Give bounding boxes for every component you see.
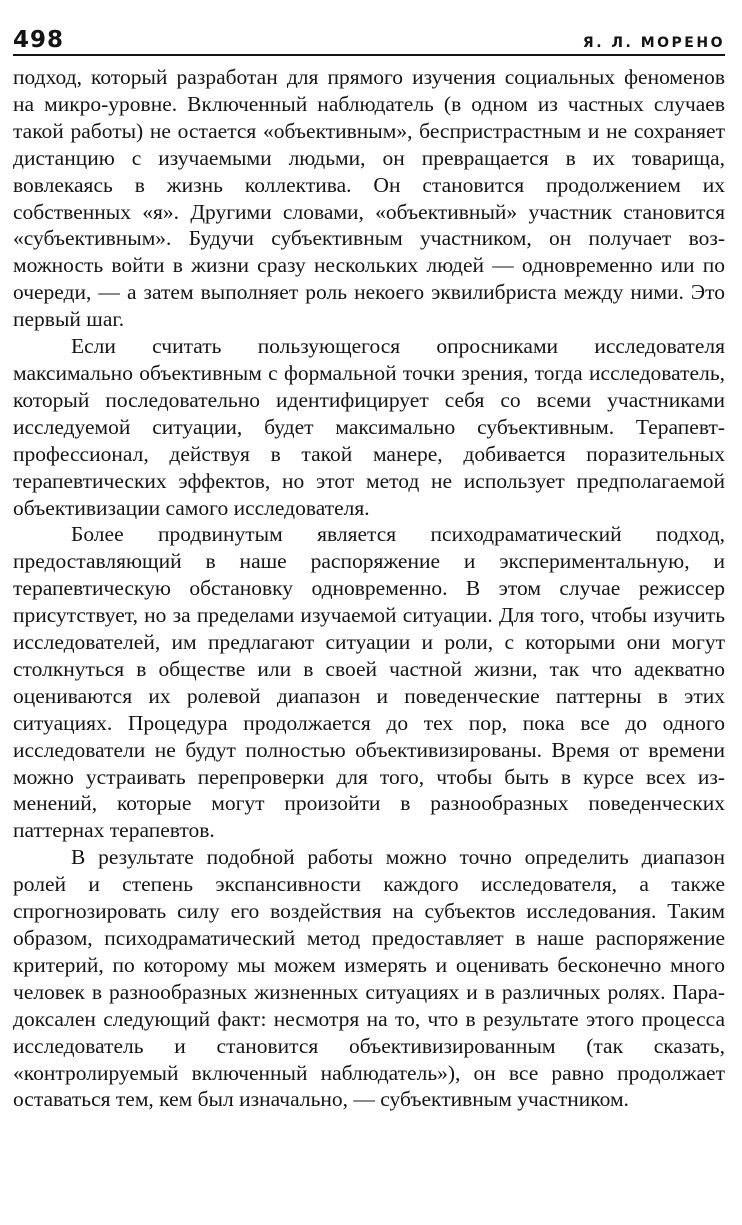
body-text — [13, 64, 725, 1113]
book-page — [13, 22, 725, 1113]
paragraph: В результате подобной работы можно точно определить диапазон ролей и степень экспансивности каждого исследователя, а также спрогнозировать силу его воздействия на субъектов исследования. Таким образом, психодраматический метод предоставляет в наше распоряжение критерий, по которому мы можем измерять и оценивать бесконечно много человек в разнообразных жизненных ситуациях и в различных ролях. Парадоксален следующий факт: несмотря на то, что в результате этого процесса исследователь и становится объективизированным (так сказать, «контролируемый включенный наблюдатель»), он все равно продолжает оставаться тем, кем был изначально, — субъективным участником. — [13, 845, 725, 1112]
paragraph: Если считать пользующегося опросниками исследователя максимально объективным с формальной точки зрения, тогда исследователь, который последовательно идентифицирует себя со всеми участниками исследуемой ситуации, будет максимально субъективным. Терапевт-профессионал, действуя в такой манере, добивается поразительных терапевтических эффектов, но этот метод не использует предполагаемой объективизации самого исследователя. — [13, 334, 725, 520]
page-number: 498 — [13, 27, 65, 53]
running-head: Я. Л. МОРЕНО — [582, 35, 725, 51]
page-header — [13, 22, 725, 56]
paragraph: Более продвинутым является психодраматический подход, предоставляющий в наше распоряжение и экспериментальную, и терапевтическую обстановку одновременно. В этом случае режиссер присутствует, но за пределами изучаемой ситуации. Для того, чтобы изучить исследователей, им предлагают ситуации и роли, с которыми они могут столкнуться в обществе или в своей частной жизни, так что адекватно оцениваются их ролевой диапазон и поведенческие паттерны в этих ситуациях. Процедура продолжается до тех пор, пока все до одного исследователи не будут полностью объективизированы. Время от времени можно устраивать перепроверки для того, чтобы быть в курсе всех изменений, которые могут произойти в разнообразных поведенческих паттернах терапевтов. — [13, 522, 725, 843]
paragraph: подход, который разработан для прямого изучения социальных феноменов на микро-уровне. Включенный наблюдатель (в одном из частных случаев такой работы) не остается «объективным», беспристрастным и не сохраняет дистанцию с изучаемыми людьми, он превращается в их товарища, вовлекаясь в жизнь коллектива. Он становится продолжением их собственных «я». Другими словами, «объективный» участник становится «субъективным». Будучи субъективным участником, он получает возможность войти в жизни сразу нескольких людей — одновременно или по очереди, — а затем выполняет роль некоего эквилибриста между ними. Это первый шаг. — [13, 65, 725, 332]
